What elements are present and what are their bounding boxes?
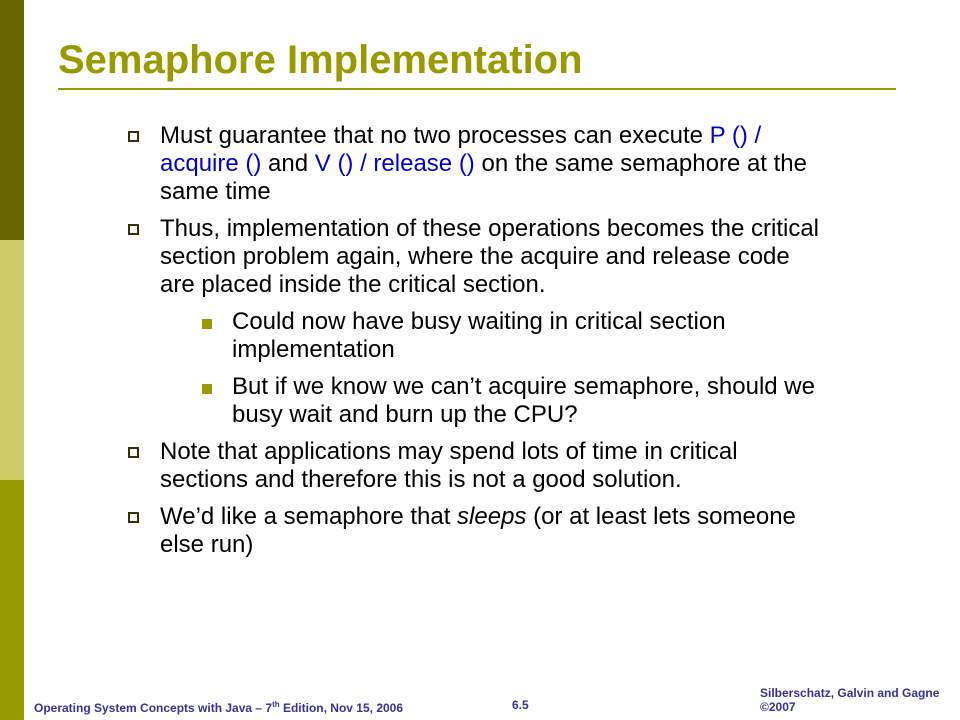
- sub-bullet-item-1: Could now have busy waiting in critical section implementation: [202, 308, 828, 364]
- bullet-item-2: Thus, implementation of these operations becomes the critical section problem again, where the acquire and release code are placed inside the critical section.: [128, 215, 828, 299]
- code-term: V () / release (): [314, 150, 475, 177]
- side-bar-top: [0, 0, 24, 240]
- footer-book-title: Operating System Concepts with Java – 7th Edition, Nov 15, 2006: [34, 700, 404, 715]
- square-bullet-icon: [128, 131, 139, 142]
- footer-page-number: 6.5: [512, 698, 529, 712]
- footer-authors: Silberschatz, Galvin and Gagne ©2007: [760, 686, 940, 714]
- bullet-item-3: Note that applications may spend lots of time in critical sections and therefore this is not a good solution.: [128, 438, 828, 494]
- side-bar-bottom: [0, 480, 24, 720]
- filled-square-bullet-icon: [202, 384, 212, 394]
- title-underline: [58, 88, 896, 90]
- square-bullet-icon: [128, 447, 139, 458]
- code-term: P () / acquire (): [160, 122, 762, 177]
- sub-bullet-item-2: But if we know we can’t acquire semaphore, should we busy wait and burn up the CPU?: [202, 373, 828, 429]
- square-bullet-icon: [128, 224, 139, 235]
- bullet-item-4: We’d like a semaphore that sleeps (or at least lets someone else run): [128, 503, 828, 559]
- side-bar-middle: [0, 240, 24, 480]
- emphasis-text: sleeps: [457, 503, 527, 530]
- bullet-item-1: Must guarantee that no two processes can execute P () / acquire () and V () / release () on the same semaphore at the same time: [128, 122, 828, 206]
- slide-title: Semaphore Implementation: [58, 38, 583, 82]
- filled-square-bullet-icon: [202, 319, 212, 329]
- slide-content: [128, 122, 828, 568]
- square-bullet-icon: [128, 512, 139, 523]
